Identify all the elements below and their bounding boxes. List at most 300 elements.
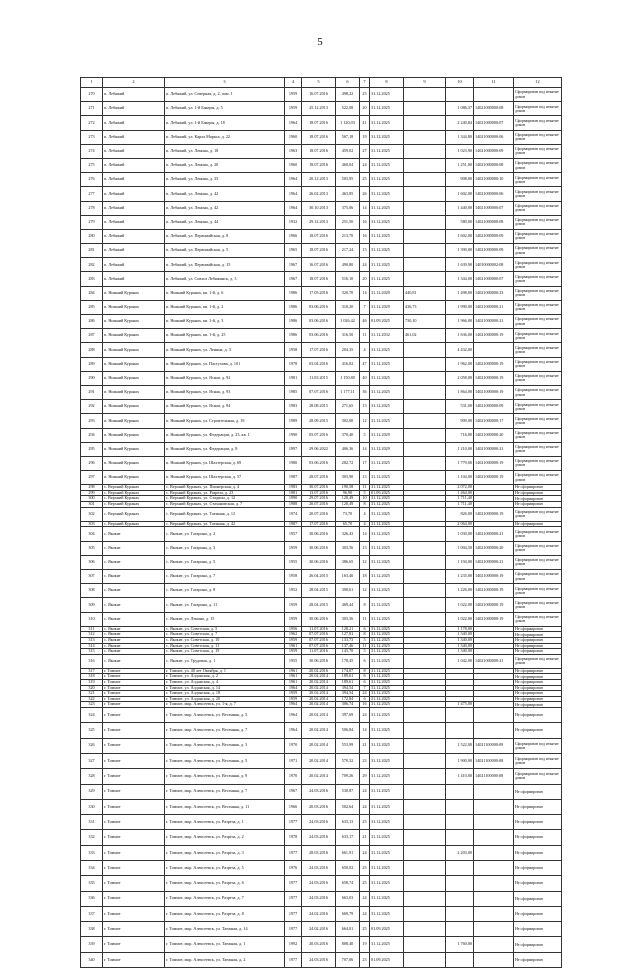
table-cell: 339: [81, 937, 103, 952]
table-cell: [404, 272, 446, 286]
table-cell: 15: [360, 244, 370, 258]
table-cell: 172,84: [336, 696, 360, 702]
table-cell: 1961: [285, 680, 302, 686]
table-cell: 31.12.2025: [370, 753, 404, 768]
table-cell: 189,61: [336, 680, 360, 686]
table-cell: Сформирован под изъятие домов: [514, 258, 562, 272]
table-cell: с. Якокит: [103, 612, 165, 626]
table-cell: 14021000000:19: [474, 385, 514, 399]
table-row: [81, 891, 562, 906]
table-cell: 190,58: [336, 485, 360, 491]
table-cell: 286: [81, 315, 103, 329]
table-cell: 506,84: [336, 723, 360, 738]
table-cell: 1961: [285, 643, 302, 649]
table-cell: 271: [81, 102, 103, 116]
table-cell: [404, 400, 446, 414]
table-cell: 1959: [285, 691, 302, 697]
table-cell: п. Нижний Куранах, ул. Ясная, д. 92: [165, 371, 285, 385]
table-cell: 1 636,00: [446, 329, 474, 343]
table-cell: 120,49: [336, 496, 360, 502]
table-cell: 553,99: [336, 738, 360, 753]
table-cell: п. Лебяжий, ул. 1-й Бакеры, д. 18: [165, 116, 285, 130]
table-cell: г. Томмот: [103, 668, 165, 674]
table-row: [81, 357, 562, 371]
table-cell: [474, 845, 514, 860]
table-cell: 26.04.2015: [302, 569, 336, 583]
table-cell: г. Томмот, мкр. Алексеевск, ул. Разреза, д. 1: [165, 815, 285, 830]
table-cell: г. Томмот: [103, 845, 165, 860]
table-cell: 4: [360, 343, 370, 357]
table-cell: 298: [81, 485, 103, 491]
table-cell: 1 966,00: [446, 315, 474, 329]
table-cell: 31.12.2025: [370, 769, 404, 784]
table-cell: 1987: [285, 521, 302, 527]
table-cell: Сформирован под изъятие домов: [514, 300, 562, 314]
table-cell: 306: [81, 555, 103, 569]
table-cell: Не сформирован: [514, 626, 562, 632]
table-cell: г. Томмот, мкр. Алексеевск, ул. Весенняя, д. 7: [165, 784, 285, 799]
table-cell: 633,13: [336, 815, 360, 830]
table-cell: 291: [81, 385, 103, 399]
table-cell: 1 711,40: [446, 502, 474, 508]
table-cell: [404, 130, 446, 144]
table-cell: 8: [360, 668, 370, 674]
table-cell: 1 226,00: [446, 584, 474, 598]
table-cell: 498,22: [336, 88, 360, 102]
table-cell: 25: [360, 815, 370, 830]
table-cell: Сформирован под изъятие домов: [514, 315, 562, 329]
table-cell: 25: [360, 861, 370, 876]
table-cell: 31.12.2025: [370, 357, 404, 371]
table-cell: 21: [360, 738, 370, 753]
table-cell: 16.07.2016: [302, 258, 336, 272]
table-cell: 303,56: [336, 612, 360, 626]
table-cell: с. Якокит: [103, 643, 165, 649]
table-cell: 13: [360, 541, 370, 555]
table-cell: 274: [81, 144, 103, 158]
table-cell: 24.03.2016: [302, 952, 336, 967]
table-cell: [404, 471, 446, 485]
table-cell: 321: [81, 691, 103, 697]
table-cell: Сформирован под изъятие домов: [514, 329, 562, 343]
table-cell: 47: [360, 357, 370, 371]
table-cell: [474, 906, 514, 921]
table-cell: 1 990,00: [446, 300, 474, 314]
table-cell: 1983: [285, 485, 302, 491]
table-cell: Сформирован под изъятие домов: [514, 116, 562, 130]
table-cell: 1 340,00: [446, 649, 474, 655]
table-cell: с. Верхний Куранах, ул. Разреза, д. 23: [165, 490, 285, 496]
table-cell: 24: [360, 845, 370, 860]
column-number-cell: 5: [302, 78, 336, 88]
table-cell: 1971: [285, 753, 302, 768]
table-row: [81, 286, 562, 300]
table-cell: Не сформирован: [514, 680, 562, 686]
table-cell: Сформирован под изъятие домов: [514, 244, 562, 258]
table-cell: 7: [360, 685, 370, 691]
table-cell: 25: [360, 922, 370, 937]
table-cell: 502,64: [336, 799, 360, 814]
table-cell: г. Томмот, мкр. Алексеевск, ул. Весенняя, д. 5: [165, 753, 285, 768]
table-cell: 19: [360, 937, 370, 952]
table-cell: 1970: [285, 769, 302, 784]
table-cell: п. Нижний Куранах, ул. Ясная, д. 93: [165, 385, 285, 399]
table-cell: 24.03.2016: [302, 861, 336, 876]
table-cell: п. Лебяжий, ул. Ленина, д. 35: [165, 173, 285, 187]
table-cell: 03.06.2016: [302, 300, 336, 314]
housing-register-table: [80, 77, 562, 968]
table-cell: 31.12.2025: [370, 723, 404, 738]
table-cell: 289: [81, 357, 103, 371]
table-cell: п. Нижний Куранах: [103, 471, 165, 485]
table-cell: 31.12.2025: [370, 144, 404, 158]
table-cell: 31.12.2025: [370, 845, 404, 860]
table-cell: 1 475,00: [446, 702, 474, 708]
table-cell: 716,00: [446, 428, 474, 442]
table-cell: 31.12.2025: [370, 937, 404, 952]
table-cell: 14021000000:06: [474, 187, 514, 201]
table-cell: [474, 815, 514, 830]
table-cell: 28.09.2015: [302, 414, 336, 428]
table-cell: 1981: [285, 371, 302, 385]
table-cell: г. Томмот: [103, 830, 165, 845]
table-cell: [446, 922, 474, 937]
table-cell: п. Лебяжий, ул. Первомайская, д. 5: [165, 244, 285, 258]
table-cell: [474, 861, 514, 876]
table-cell: [404, 187, 446, 201]
table-cell: 1977: [285, 952, 302, 967]
table-row: [81, 799, 562, 814]
table-row: [81, 272, 562, 286]
table-cell: п. Лебяжий, ул. Первомайская, д. 8: [165, 229, 285, 243]
table-cell: 315: [81, 649, 103, 655]
table-row: [81, 598, 562, 612]
table-cell: 278: [81, 201, 103, 215]
table-cell: 1 194,00: [446, 555, 474, 569]
table-cell: [446, 906, 474, 921]
table-cell: 14021000000:21: [474, 654, 514, 668]
table-cell: 14021000000:19: [474, 507, 514, 521]
table-cell: [404, 612, 446, 626]
table-cell: 14021000000:21: [474, 555, 514, 569]
table-cell: Не сформирован: [514, 952, 562, 967]
table-cell: 16.07.2016: [302, 88, 336, 102]
table-cell: 1 340,00: [446, 643, 474, 649]
table-cell: 31.12.2025: [370, 521, 404, 527]
table-cell: 07.07.2016: [302, 385, 336, 399]
table-cell: 1964: [285, 723, 302, 738]
column-number-cell: 3: [165, 78, 285, 88]
table-cell: Сформирован под изъятие домов: [514, 753, 562, 768]
table-cell: 1962: [285, 632, 302, 638]
table-cell: 310,20: [336, 300, 360, 314]
table-cell: 332: [81, 830, 103, 845]
table-cell: 01.09.2025: [370, 952, 404, 967]
table-cell: 13.07.2016: [302, 490, 336, 496]
table-cell: 1 120,03: [336, 116, 360, 130]
table-cell: с. Якокит, ул. Гагарина, д. 5: [165, 555, 285, 569]
table-cell: 329: [81, 784, 103, 799]
column-number-cell: 2: [103, 78, 165, 88]
table-cell: 11: [360, 643, 370, 649]
table-cell: г. Томмот: [103, 738, 165, 753]
table-cell: 18.07.2016: [302, 116, 336, 130]
table-row: [81, 329, 562, 343]
table-cell: [474, 952, 514, 967]
table-cell: 31.12.2025: [370, 116, 404, 130]
table-row: [81, 428, 562, 442]
table-cell: 338: [81, 922, 103, 937]
table-cell: Не сформирован: [514, 799, 562, 814]
table-cell: 324: [81, 708, 103, 723]
column-number-cell: 7: [360, 78, 370, 88]
table-cell: 490,80: [336, 258, 360, 272]
table-cell: 14: [360, 201, 370, 215]
table-cell: 11: [360, 612, 370, 626]
table-cell: Сформирован под изъятие домов: [514, 569, 562, 583]
table-cell: 316: [81, 654, 103, 668]
table-cell: 31.12.2025: [370, 173, 404, 187]
table-cell: 31.12.2025: [370, 654, 404, 668]
table-cell: 18.07.2016: [302, 244, 336, 258]
table-cell: 1959: [285, 598, 302, 612]
table-cell: 31.12.2025: [370, 400, 404, 414]
table-cell: 1977: [285, 922, 302, 937]
table-cell: 29.12.2013: [302, 215, 336, 229]
table-cell: 1989: [285, 414, 302, 428]
table-cell: 1960: [285, 158, 302, 172]
table-cell: [404, 861, 446, 876]
table-cell: 1 104,00: [446, 471, 474, 485]
column-number-cell: 1: [81, 78, 103, 88]
table-cell: 323: [81, 702, 103, 708]
table-cell: 73,70: [336, 507, 360, 521]
table-row: [81, 654, 562, 668]
table-cell: 25: [360, 876, 370, 891]
table-cell: [404, 527, 446, 541]
table-cell: 1978: [285, 830, 302, 845]
table-cell: 03.06.2016: [302, 329, 336, 343]
table-cell: Сформирован под изъятие домов: [514, 215, 562, 229]
table-cell: с. Якокит, ул. Трудовая, д. 1: [165, 654, 285, 668]
table-cell: 1990: [285, 428, 302, 442]
table-cell: 1986: [285, 329, 302, 343]
table-cell: 05.07.2016: [302, 428, 336, 442]
table-cell: 31.12.2025: [370, 569, 404, 583]
table-cell: 19: [360, 130, 370, 144]
table-cell: [404, 88, 446, 102]
table-cell: Не сформирован: [514, 815, 562, 830]
table-cell: г. Томмот: [103, 784, 165, 799]
table-cell: 14021100000:08: [474, 753, 514, 768]
table-cell: 416,82: [336, 357, 360, 371]
table-cell: 20.12.2013: [302, 173, 336, 187]
table-cell: 633,17: [336, 830, 360, 845]
table-cell: 24: [360, 891, 370, 906]
table-cell: 31.12.2025: [370, 555, 404, 569]
table-cell: Не сформирован: [514, 632, 562, 638]
table-cell: г. Томмот, мкр. Алексеевск, ул. Разреза, д. 7: [165, 891, 285, 906]
table-cell: 1960: [285, 130, 302, 144]
table-cell: 1 440,00: [446, 201, 474, 215]
table-cell: г. Томмот, ул. Алданская, д. 14: [165, 685, 285, 691]
table-cell: [404, 555, 446, 569]
table-cell: 20.07.2016: [302, 502, 336, 508]
table-row: [81, 507, 562, 521]
table-cell: г. Томмот: [103, 937, 165, 952]
column-number-cell: 11: [474, 78, 514, 88]
table-cell: [474, 830, 514, 845]
table-cell: 20.07.2016: [302, 507, 336, 521]
table-cell: 2 064,00: [446, 521, 474, 527]
table-cell: [404, 937, 446, 952]
table-cell: 31.12.2025: [370, 696, 404, 702]
table-cell: 31.12.2025: [370, 691, 404, 697]
table-cell: 174,07: [336, 668, 360, 674]
table-cell: п. Лебяжий: [103, 187, 165, 201]
table-cell: 661,91: [336, 845, 360, 860]
table-cell: с. Верхний Куранах: [103, 507, 165, 521]
table-cell: [404, 723, 446, 738]
table-cell: 31.12.2025: [370, 229, 404, 243]
table-cell: с. Якокит, ул. Советская, д. 7: [165, 632, 285, 638]
table-cell: 07.07.2016: [302, 632, 336, 638]
table-cell: г. Томмот, мкр. Алексеевск, ул. Разреза, д. 2: [165, 830, 285, 845]
table-cell: 28.04.2015: [302, 584, 336, 598]
table-cell: г. Томмот: [103, 861, 165, 876]
table-cell: [404, 414, 446, 428]
table-row: [81, 244, 562, 258]
table-cell: 275: [81, 158, 103, 172]
table-cell: 24: [360, 258, 370, 272]
table-cell: 14021000000:19: [474, 357, 514, 371]
table-cell: 1959: [285, 696, 302, 702]
table-cell: 1967: [285, 258, 302, 272]
table-cell: Сформирован под изъятие домов: [514, 769, 562, 784]
table-cell: 31.12.2025: [370, 906, 404, 921]
table-cell: с. Якокит: [103, 569, 165, 583]
table-cell: п. Лебяжий: [103, 215, 165, 229]
table-cell: 31.12.2025: [370, 385, 404, 399]
table-row: [81, 723, 562, 738]
table-cell: 327: [81, 753, 103, 768]
table-cell: 5: [360, 649, 370, 655]
table-cell: Не сформирован: [514, 876, 562, 891]
table-cell: п. Лебяжий: [103, 158, 165, 172]
table-cell: п. Нижний Куранах, ул. Пастухова, д. 101: [165, 357, 285, 371]
table-cell: [474, 922, 514, 937]
table-cell: Не сформирован: [514, 691, 562, 697]
table-cell: 271,65: [336, 400, 360, 414]
table-cell: 28.03.2016: [302, 845, 336, 860]
table-cell: 31.12.2025: [370, 215, 404, 229]
table-cell: 1956: [285, 626, 302, 632]
table-cell: с. Верхний Куранах: [103, 496, 165, 502]
table-row: [81, 937, 562, 952]
table-cell: п. Нижний Куранах: [103, 286, 165, 300]
table-cell: с. Верхний Куранах, ул. Пионерская, д. 4: [165, 485, 285, 491]
table-cell: 309: [81, 598, 103, 612]
table-row: [81, 753, 562, 768]
table-cell: 1964: [285, 173, 302, 187]
table-row: [81, 88, 562, 102]
table-cell: 1 464,00: [446, 490, 474, 496]
table-cell: [446, 708, 474, 723]
table-cell: Не сформирован: [514, 496, 562, 502]
table-cell: 31.12.2025: [370, 414, 404, 428]
table-cell: 522,08: [336, 102, 360, 116]
table-cell: п. Нижний Куранах, кв. 1-й, д. 6: [165, 286, 285, 300]
table-row: [81, 400, 562, 414]
table-cell: 16: [360, 215, 370, 229]
table-cell: [404, 343, 446, 357]
table-cell: 11: [360, 329, 370, 343]
table-cell: 337: [81, 906, 103, 921]
table-cell: [404, 830, 446, 845]
table-row: [81, 845, 562, 860]
table-cell: 24.03.2016: [302, 815, 336, 830]
table-cell: 03.04.2016: [302, 357, 336, 371]
table-cell: 14021000000:17: [474, 414, 514, 428]
table-cell: 14010000002:08: [474, 258, 514, 272]
table-cell: 163,40: [336, 569, 360, 583]
table-cell: [404, 507, 446, 521]
table-cell: 313: [81, 637, 103, 643]
table-cell: 14021000000:08: [474, 215, 514, 229]
table-cell: 31.12.2025: [370, 626, 404, 632]
table-cell: г. Томмот, мкр. Алексеевск, ул. Весенняя, д. 5: [165, 708, 285, 723]
table-row: [81, 830, 562, 845]
table-cell: Сформирован под изъятие домов: [514, 442, 562, 456]
table-cell: 1 086,37: [446, 102, 474, 116]
table-cell: 14021000000:19: [474, 471, 514, 485]
table-cell: 1 150,80: [336, 371, 360, 385]
table-cell: 30.06.2016: [302, 541, 336, 555]
table-cell: 386,65: [336, 555, 360, 569]
table-cell: 1966: [285, 229, 302, 243]
table-cell: 31.12.2025: [370, 244, 404, 258]
table-cell: п. Нижний Куранах, ул. Федерации, д. 8: [165, 442, 285, 456]
table-cell: 394,54: [336, 691, 360, 697]
table-cell: 1986: [285, 286, 302, 300]
table-cell: г. Томмот, мкр. Алексеевск, ул. Весенняя, д. 9: [165, 769, 285, 784]
table-cell: 1959: [285, 102, 302, 116]
table-cell: п. Лебяжий, ул. Ленина, д. 20: [165, 158, 285, 172]
table-cell: г. Томмот, мкр. Алексеевск, ул. Разреза, д. 3: [165, 845, 285, 860]
table-cell: 31.12.2025: [370, 343, 404, 357]
table-cell: с. Якокит: [103, 555, 165, 569]
table-cell: 1959: [285, 541, 302, 555]
table-cell: г. Томмот, мкр. Алексеевск, ул. Разреза, д. 5: [165, 861, 285, 876]
table-cell: [404, 102, 446, 116]
table-row: [81, 906, 562, 921]
table-cell: 1959: [285, 88, 302, 102]
table-cell: Не сформирован: [514, 502, 562, 508]
table-cell: п. Нижний Куранах, ул. Шахтерская, д. 57: [165, 471, 285, 485]
table-cell: 530,87: [336, 784, 360, 799]
table-cell: 370,40: [336, 428, 360, 442]
table-cell: г. Томмот: [103, 799, 165, 814]
table-cell: Сформирован под изъятие домов: [514, 88, 562, 102]
table-cell: с. Верхний Куранах: [103, 502, 165, 508]
table-cell: 14021000000:08: [474, 102, 514, 116]
table-cell: 334: [81, 861, 103, 876]
table-cell: 01.09.2025: [370, 315, 404, 329]
table-cell: 25.12.2013: [302, 102, 336, 116]
table-cell: 658,74: [336, 876, 360, 891]
table-cell: [446, 861, 474, 876]
table-cell: с. Якокит: [103, 541, 165, 555]
